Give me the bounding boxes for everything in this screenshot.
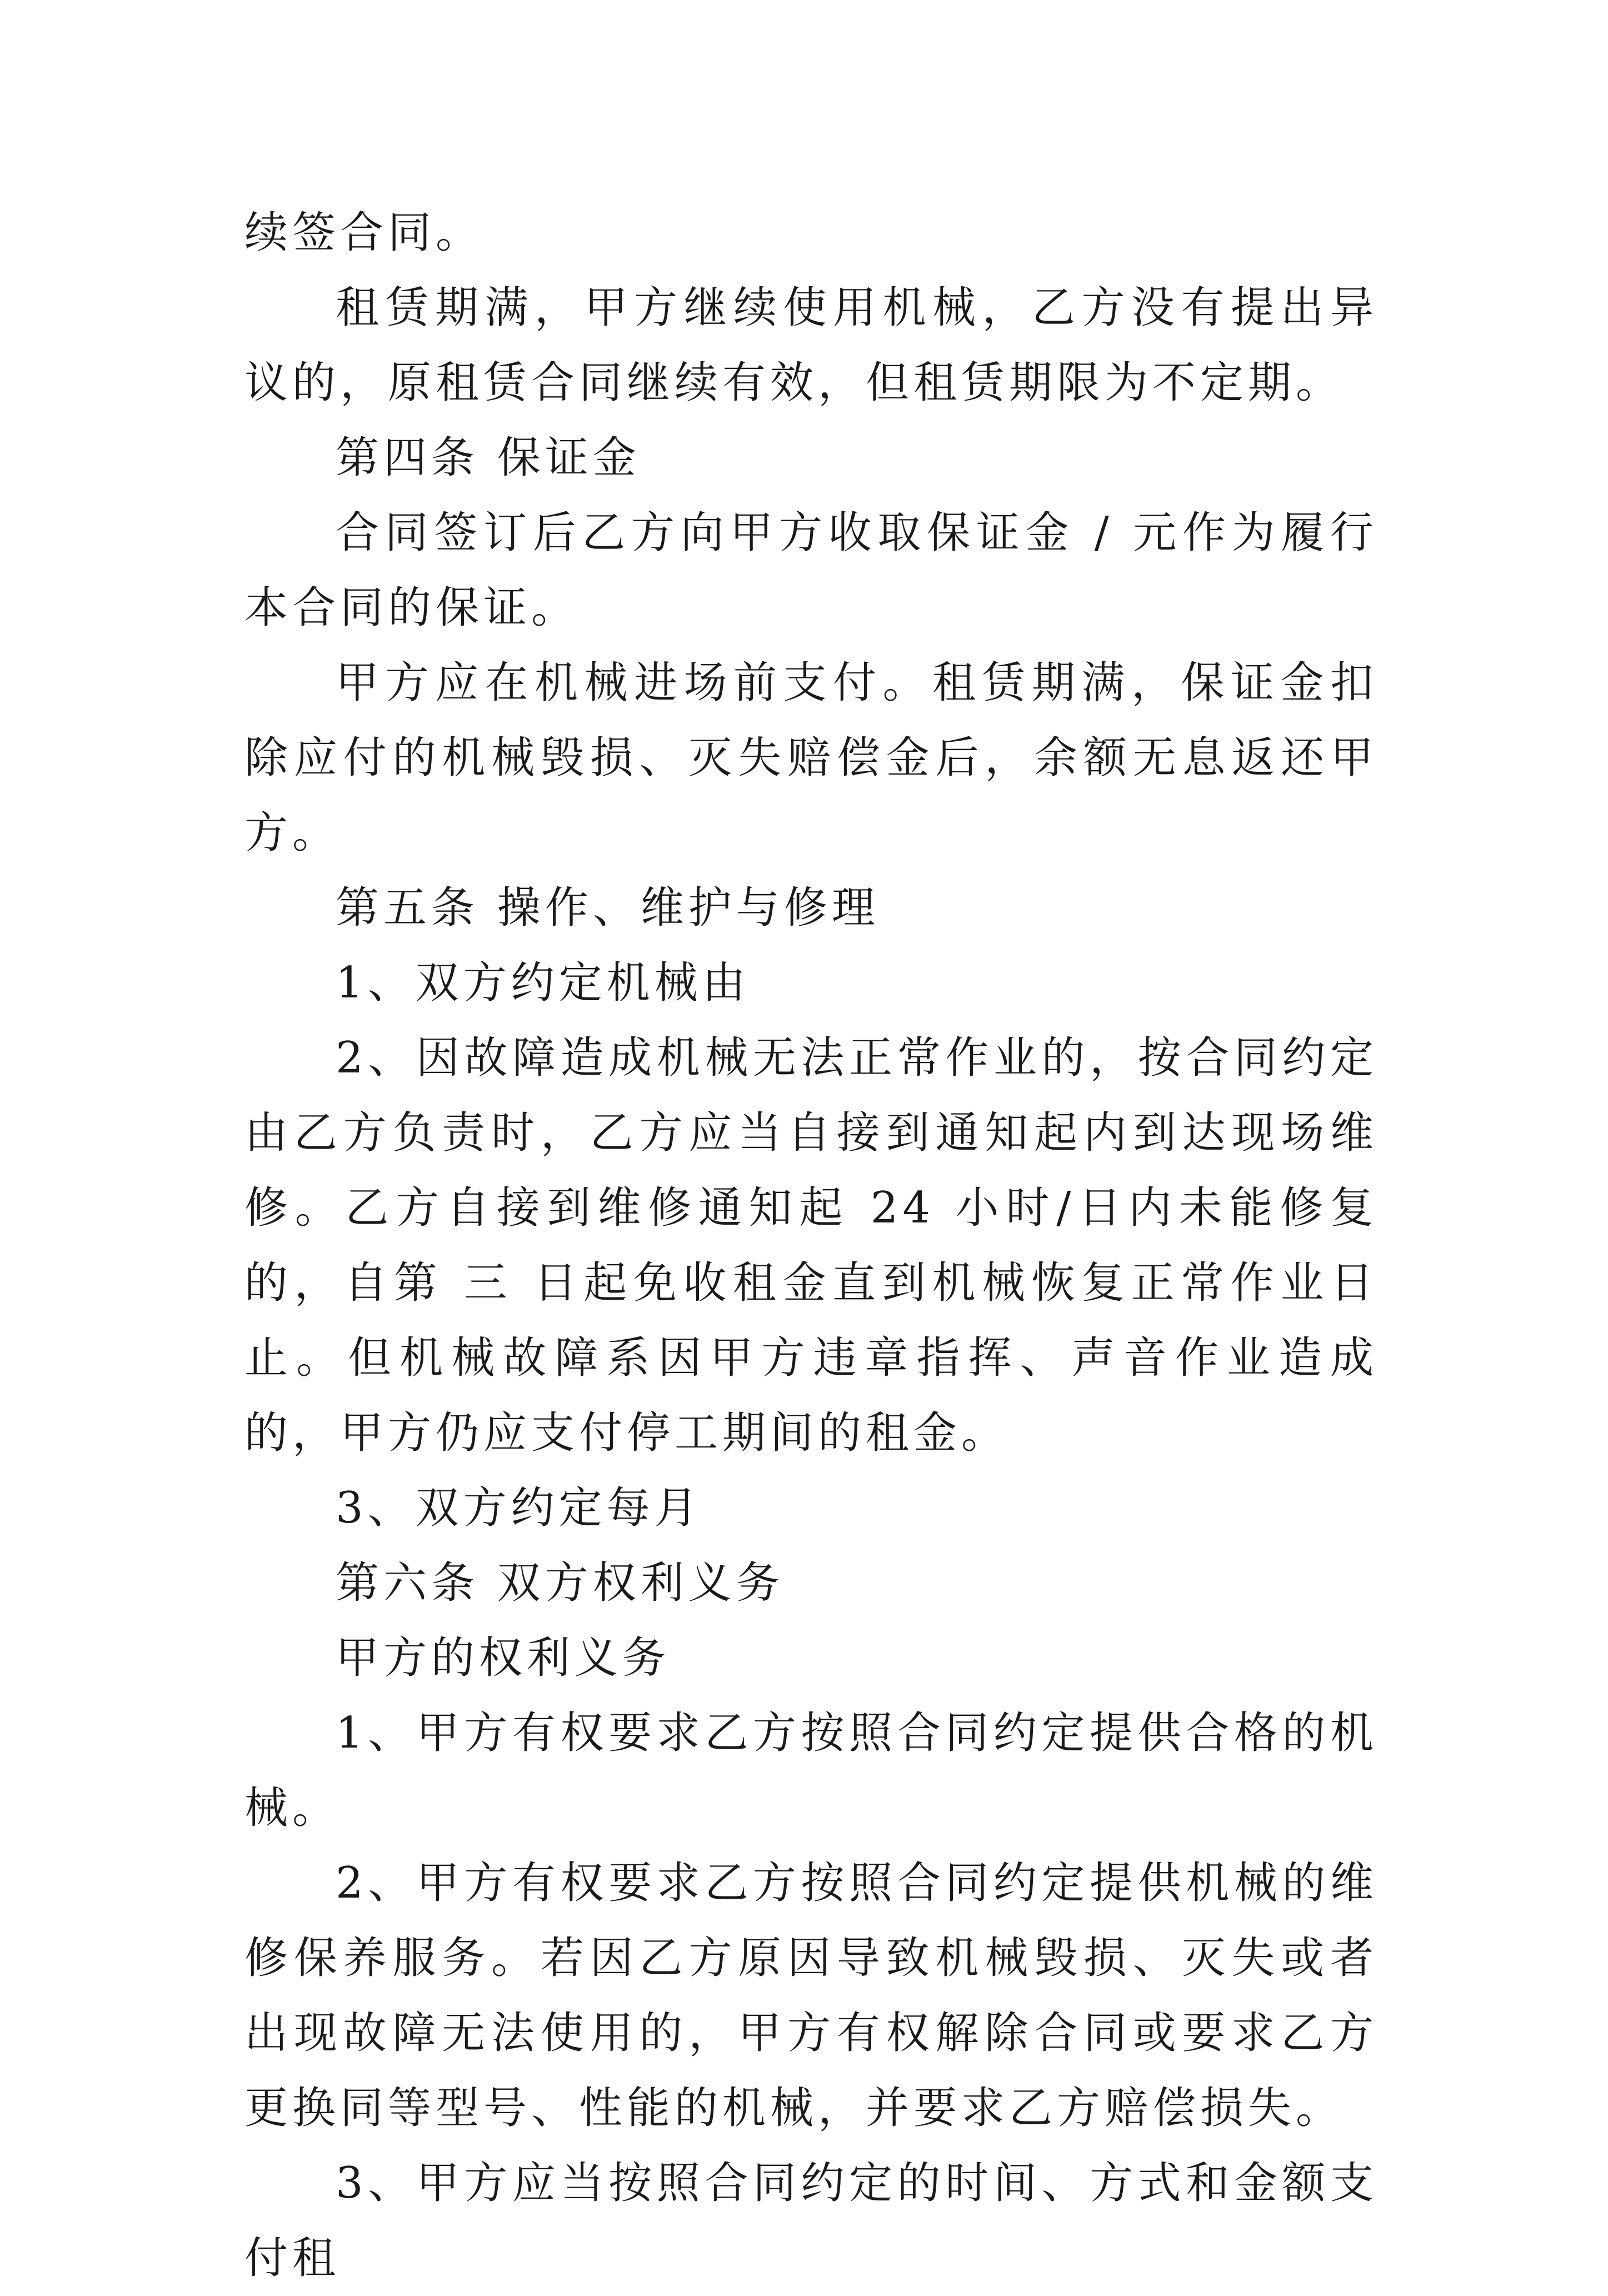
paragraph-item-6-3: 3、甲方应当按照合同约定的时间、方式和金额支付租 xyxy=(244,2158,1378,2283)
paragraph-lease-expiry: 租赁期满，甲方继续使用机械，乙方没有提出异议的，原租赁合同继续有效，但租赁期限为不定期。 xyxy=(244,283,1378,408)
paragraph-deposit-payment: 甲方应在机械进场前支付。租赁期满，保证金扣除应付的机械毁损、灭失赔偿金后，余额无息返还甲方。 xyxy=(244,658,1378,858)
paragraph-item-5-3: 3、双方约定每月 xyxy=(336,1483,702,1533)
heading-article-5: 第五条 操作、维护与修理 xyxy=(336,883,880,933)
paragraph-item-5-1: 1、双方约定机械由 xyxy=(336,958,750,1008)
heading-article-4: 第四条 保证金 xyxy=(336,433,641,483)
subheading-party-a-rights: 甲方的权利义务 xyxy=(336,1633,671,1683)
paragraph-continued-contract: 续签合同。 xyxy=(244,208,484,258)
document-body xyxy=(244,196,1378,2296)
paragraph-item-6-2: 2、甲方有权要求乙方按照合同约定提供机械的维修保养服务。若因乙方原因导致机械毁损、灭失或者出现故障无法使用的，甲方有权解除合同或要求乙方更换同等型号、性能的机械，并要求乙方赔偿损失。 xyxy=(244,1858,1378,2133)
paragraph-item-5-2: 2、因故障造成机械无法正常作业的，按合同约定由乙方负责时，乙方应当自接到通知起内到达现场维修。乙方自接到维修通知起 24 小时/日内未能修复的，自第 三 日起免收租金直到机械恢复正常作业日止。但机械故障系因甲方违章指挥、声音作业造成的，甲方仍应支付停工期间的租金。 xyxy=(244,1033,1378,1458)
paragraph-item-6-1: 1、甲方有权要求乙方按照合同约定提供合格的机械。 xyxy=(244,1708,1378,1833)
paragraph-deposit: 合同签订后乙方向甲方收取保证金 / 元作为履行本合同的保证。 xyxy=(244,508,1378,633)
heading-article-6: 第六条 双方权利义务 xyxy=(336,1558,784,1608)
